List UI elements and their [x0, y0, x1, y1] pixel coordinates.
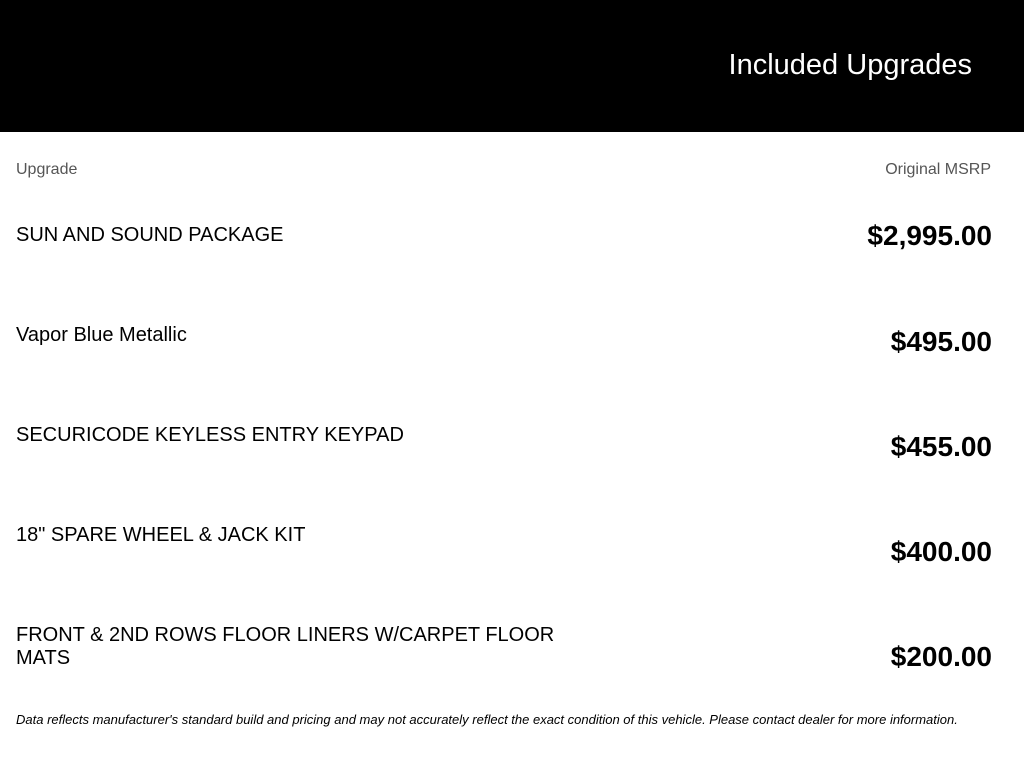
upgrade-row — [16, 424, 992, 514]
upgrade-row — [16, 220, 992, 314]
upgrade-price: $2,995.00 — [867, 220, 992, 251]
upgrade-price: $455.00 — [890, 431, 992, 462]
upgrade-row — [16, 324, 992, 414]
upgrade-name: FRONT & 2ND ROWS FLOOR LINERS W/CARPET FLOOR MATS — [16, 624, 555, 669]
upgrade-name: 18" SPARE WHEEL & JACK KIT — [16, 524, 306, 546]
page-title: Included Upgrades — [728, 49, 972, 81]
upgrade-name: SUN AND SOUND PACKAGE — [16, 224, 284, 246]
upgrade-price: $495.00 — [890, 326, 992, 357]
upgrade-name: SECURICODE KEYLESS ENTRY KEYPAD — [16, 424, 404, 446]
header-banner — [0, 0, 1024, 132]
upgrade-price: $200.00 — [890, 641, 992, 672]
upgrade-price: $400.00 — [890, 536, 992, 567]
column-header-msrp: Original MSRP — [885, 161, 991, 178]
upgrade-row — [16, 524, 992, 614]
upgrade-row — [16, 624, 992, 714]
disclaimer-text: Data reflects manufacturer's standard build and pricing and may not accurately reflect the exact condition of this vehicle. Please contact dealer for more information. — [16, 712, 958, 727]
column-header-upgrade: Upgrade — [16, 161, 78, 178]
upgrade-name: Vapor Blue Metallic — [16, 324, 187, 346]
